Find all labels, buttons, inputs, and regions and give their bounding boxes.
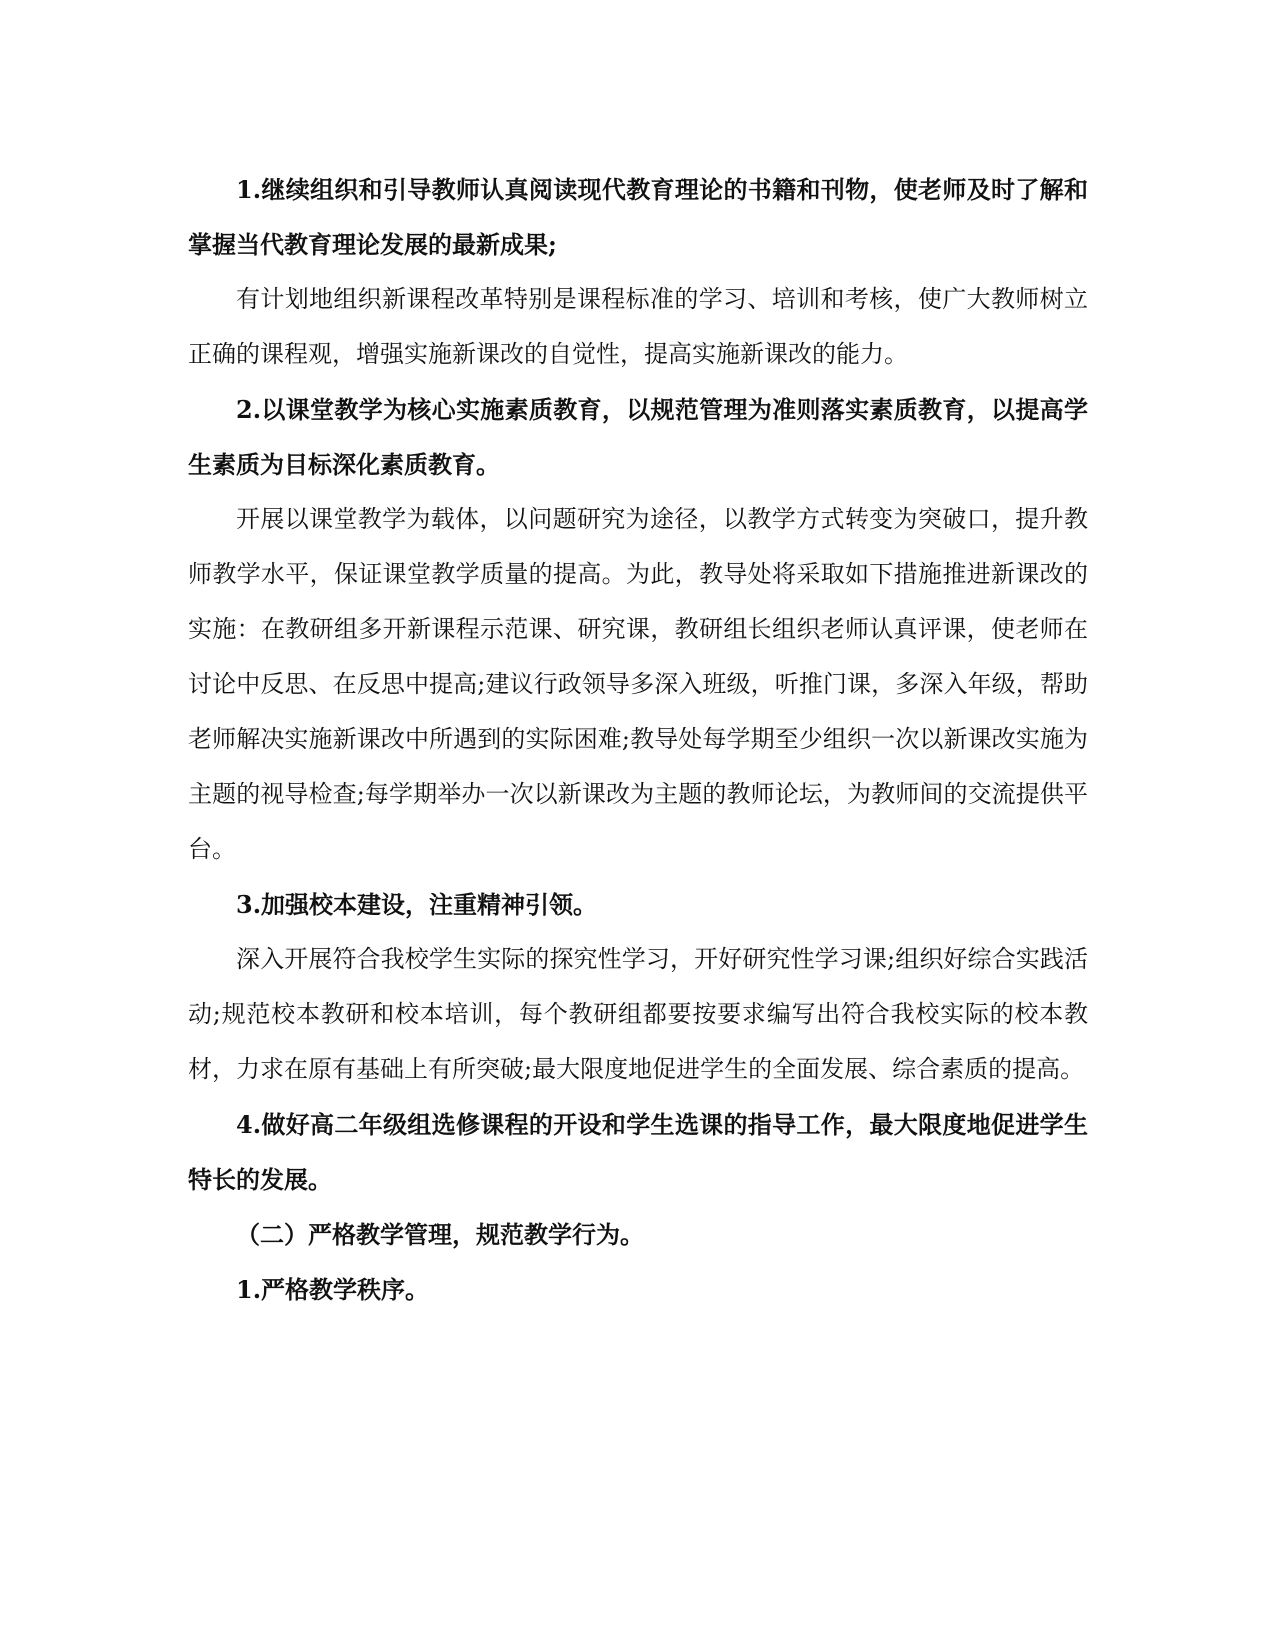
document-body: [188, 162, 1088, 1317]
paragraph-5: 3.加强校本建设，注重精神引领。: [236, 890, 598, 919]
paragraph-1: 1.继续组织和引导教师认真阅读现代教育理论的书籍和刊物，使老师及时了解和掌握当代教育理论发展的最新成果;: [188, 175, 1088, 259]
paragraph-3: 2.以课堂教学为核心实施素质教育，以规范管理为准则落实素质教育，以提高学生素质为目标深化素质教育。: [188, 395, 1088, 479]
paragraph-4: 开展以课堂教学为载体，以问题研究为途径，以教学方式转变为突破口，提升教师教学水平，保证课堂教学质量的提高。为此，教导处将采取如下措施推进新课改的实施：在教研组多开新课程示范课、研究课，教研组长组织老师认真评课，使老师在讨论中反思、在反思中提高;建议行政领导多深入班级，听推门课，多深入年级，帮助老师解决实施新课改中所遇到的实际困难;教导处每学期至少组织一次以新课改实施为主题的视导检查;每学期举办一次以新课改为主题的教师论坛，为教师间的交流提供平台。: [188, 505, 1088, 863]
paragraph-9: 1.严格教学秩序。: [236, 1275, 430, 1304]
paragraph-2: 有计划地组织新课程改革特别是课程标准的学习、培训和考核，使广大教师树立正确的课程观，增强实施新课改的自觉性，提高实施新课改的能力。: [188, 285, 1088, 368]
paragraph-6: 深入开展符合我校学生实际的探究性学习，开好研究性学习课;组织好综合实践活动;规范校本教研和校本培训，每个教研组都要按要求编写出符合我校实际的校本教材，力求在原有基础上有所突破;最大限度地促进学生的全面发展、综合素质的提高。: [188, 945, 1088, 1083]
section-heading: （二）严格教学管理，规范教学行为。: [236, 1220, 644, 1249]
paragraph-7: 4.做好高二年级组选修课程的开设和学生选课的指导工作，最大限度地促进学生特长的发展。: [188, 1110, 1088, 1194]
